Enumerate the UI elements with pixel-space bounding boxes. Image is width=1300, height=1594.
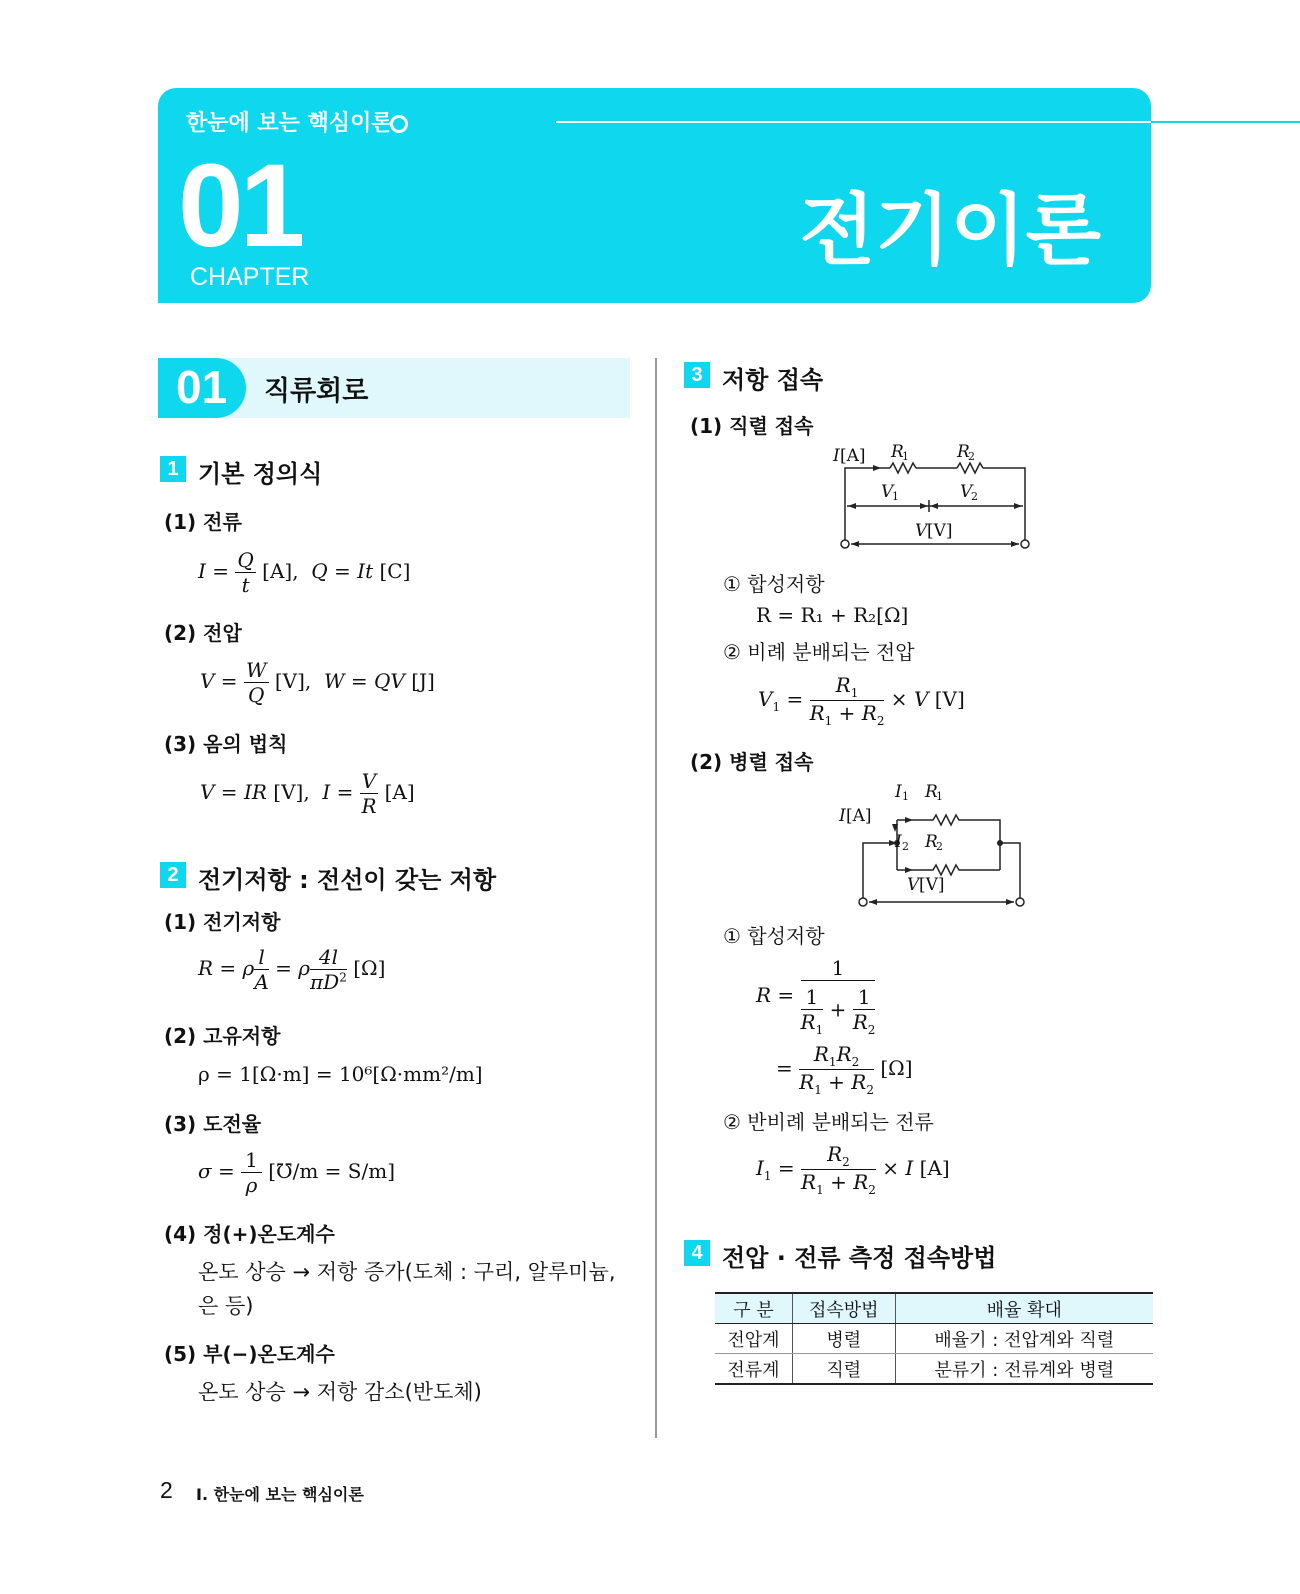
footer-chapter-title: Ⅰ. 한눈에 보는 핵심이론 xyxy=(196,1485,364,1504)
svg-text:1: 1 xyxy=(902,450,909,463)
item-parallel-combined-resistance: ① 합성저항 xyxy=(723,924,825,948)
table-cell: 전압계 xyxy=(715,1324,792,1354)
section-title: 직류회로 xyxy=(264,376,369,407)
subsection-badge-3: 3 xyxy=(684,362,710,388)
formula-ohms-law: V = IR [V], I = $\frac{V}{R}$ [A] xyxy=(200,769,415,818)
table-header: 접속방법 xyxy=(792,1293,895,1324)
svg-text:R: R xyxy=(925,832,938,852)
table-cell: 병렬 xyxy=(792,1324,895,1354)
svg-text:R: R xyxy=(957,442,970,462)
item-parallel-current-division: ② 반비례 분배되는 전류 xyxy=(723,1110,934,1134)
banner-subtitle: 한눈에 보는 핵심이론 xyxy=(186,111,393,136)
svg-text:2: 2 xyxy=(968,450,975,463)
svg-text:1: 1 xyxy=(892,490,899,503)
formula-current: I = $\frac{Q}{t}$ [A], Q = It [C] xyxy=(198,548,411,597)
item-resistance: (1) 전기저항 xyxy=(164,910,281,934)
item-voltage: (2) 전압 xyxy=(164,621,242,645)
svg-text:[A]: [A] xyxy=(846,806,872,826)
ring-icon xyxy=(390,115,408,133)
table-header: 배율 확대 xyxy=(895,1293,1153,1324)
svg-text:I: I xyxy=(895,782,902,802)
series-circuit-diagram xyxy=(833,442,1035,556)
svg-text:I: I xyxy=(895,832,902,852)
svg-text:V: V xyxy=(915,521,928,541)
item-conductivity: (3) 도전율 xyxy=(164,1112,262,1136)
subsection-title-1: 기본 정의식 xyxy=(198,460,323,488)
formula-voltage: V = $\frac{W}{Q}$ [V], W = QV [J] xyxy=(200,658,435,707)
text-negative-temp-coef: 온도 상승 → 저항 감소(반도체) xyxy=(198,1380,482,1404)
item-positive-temp-coef: (4) 정(+)온도계수 xyxy=(164,1222,335,1246)
svg-text:[V]: [V] xyxy=(927,521,953,541)
table-header: 구 분 xyxy=(715,1293,792,1324)
subsection-badge-4: 4 xyxy=(684,1240,710,1266)
formula-parallel-resistance: R = 1 $\frac{1}{R_1}$ + $\frac{1}{R_2}$ xyxy=(756,956,876,1037)
parallel-circuit-diagram xyxy=(839,782,1030,913)
subsection-badge-2: 2 xyxy=(160,862,186,888)
svg-text:V: V xyxy=(881,482,894,502)
item-parallel: (2) 병렬 접속 xyxy=(690,750,814,774)
svg-text:1: 1 xyxy=(936,790,943,803)
subsection-title-2: 전기저항 : 전선이 갖는 저항 xyxy=(198,866,497,894)
table-cell: 전류계 xyxy=(715,1354,792,1385)
banner-divider-line-outer xyxy=(1151,121,1300,123)
svg-text:V: V xyxy=(960,482,973,502)
svg-text:[A]: [A] xyxy=(840,446,866,466)
formula-parallel-resistance-simplified: = $\frac{R_1R_2}{R_1 + R_2}$ [Ω] xyxy=(776,1042,913,1097)
chapter-number: 01 xyxy=(178,140,302,272)
table-cell: 분류기 : 전류계와 병렬 xyxy=(895,1354,1153,1385)
chapter-title: 전기이론 xyxy=(799,186,1101,276)
svg-text:R: R xyxy=(891,442,904,462)
svg-text:1: 1 xyxy=(902,790,909,803)
table-cell: 직렬 xyxy=(792,1354,895,1385)
chapter-label: CHAPTER xyxy=(190,263,310,291)
formula-series-resistance: R = R₁ + R₂[Ω] xyxy=(756,603,909,627)
text-positive-temp-coef-1: 온도 상승 → 저항 증가(도체 : 구리, 알루미늄, xyxy=(198,1260,616,1284)
page-number: 2 xyxy=(160,1477,173,1503)
formula-current-division: $I_1$ = $\frac{R_2}{R_1 + R_2}$ × I [A] xyxy=(756,1142,950,1197)
svg-text:V: V xyxy=(907,875,920,895)
item-series: (1) 직렬 접속 xyxy=(690,414,814,438)
formula-resistivity: ρ = 1[Ω·m] = 10⁶[Ω·mm²/m] xyxy=(198,1062,483,1086)
item-current: (1) 전류 xyxy=(164,510,242,534)
text-positive-temp-coef-2: 은 등) xyxy=(198,1294,254,1318)
formula-voltage-division: $V_1$ = $\frac{R_1}{R_1 + R_2}$ × V [V] xyxy=(758,673,965,728)
svg-text:2: 2 xyxy=(971,490,978,503)
svg-text:2: 2 xyxy=(902,840,909,853)
item-series-combined-resistance: ① 합성저항 xyxy=(723,572,825,596)
column-divider xyxy=(655,358,657,1438)
table-cell: 배율기 : 전압계와 직렬 xyxy=(895,1324,1153,1354)
item-resistivity: (2) 고유저항 xyxy=(164,1024,281,1048)
subsection-badge-1: 1 xyxy=(160,456,186,482)
svg-text:R: R xyxy=(925,782,938,802)
formula-resistance: R = ρ $\frac{l}{A}$ = ρ $\frac{4l}{\pi D^2}$ [Ω] xyxy=(198,945,386,994)
subsection-title-3: 저항 접속 xyxy=(722,366,824,394)
item-ohms-law: (3) 옴의 법칙 xyxy=(164,732,288,756)
svg-text:I: I xyxy=(839,806,846,826)
table-row xyxy=(715,1324,1153,1354)
subsection-title-4: 전압 · 전류 측정 접속방법 xyxy=(722,1244,997,1272)
svg-text:[V]: [V] xyxy=(919,875,945,895)
table-row xyxy=(715,1354,1153,1385)
section-number: 01 xyxy=(176,361,228,413)
measurement-connection-table xyxy=(715,1292,1153,1385)
item-negative-temp-coef: (5) 부(−)온도계수 xyxy=(164,1342,335,1366)
item-series-voltage-division: ② 비례 분배되는 전압 xyxy=(723,640,915,664)
svg-text:I: I xyxy=(833,446,840,466)
formula-conductivity: σ = $\frac{1}{\rho}$ [℧/m = S/m] xyxy=(198,1148,395,1197)
svg-text:2: 2 xyxy=(936,840,943,853)
